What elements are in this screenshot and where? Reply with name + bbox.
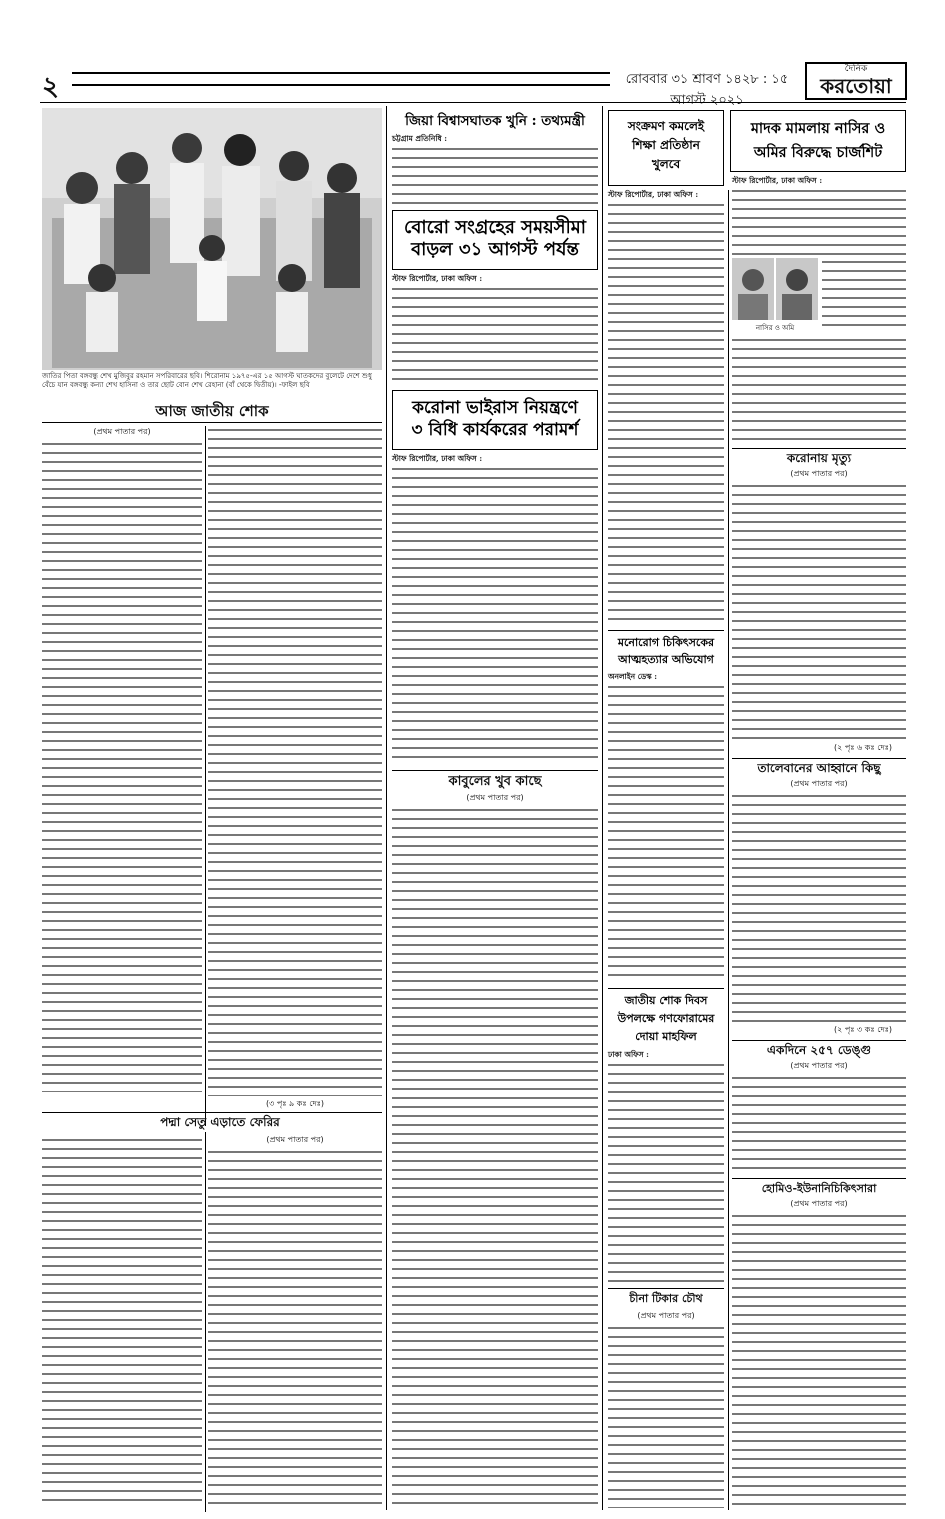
family-photo	[42, 108, 382, 370]
omi-photo	[776, 258, 818, 320]
kabul-continued-label: (প্রথম পাতার পর)	[466, 793, 524, 802]
boro-title-line2: বাড়ল ৩১ আগস্ট পর্যন্ত	[411, 239, 579, 260]
homeo-continued-label: (প্রথম পাতার পর)	[790, 1199, 848, 1208]
photo-caption: জাতির পিতা বঙ্গবন্ধু শেখ মুজিবুর রহমান সপরিবারের ছবি। শিরোনাম ১৯৭৫-এর ১৫ আগস্ট ঘাতকদের বুলেটে দেশে শুধু বেঁচে যান বঙ্গবন্ধু কন্যা শেখ হাসিনা ও তার ছোট বোন শেখ রেহানা (বাঁ থেকে দ্বিতীয়)। -ফাইল ছবি	[42, 372, 372, 389]
homeo-title: হোমিও-ইউনানিচিকিৎসারা	[761, 1182, 877, 1195]
corona-title-box	[392, 390, 598, 450]
boro-title-box	[392, 210, 598, 270]
kabul-body	[392, 806, 598, 1508]
header-rule	[72, 72, 610, 86]
madok-title-line1: মাদক মামলায় নাসির ও	[750, 120, 886, 137]
section-rule	[608, 1288, 724, 1289]
zia-body	[392, 145, 598, 205]
dengue-body	[732, 1074, 906, 1174]
person-icon	[776, 258, 818, 320]
aj-shok-body-left	[42, 440, 202, 1092]
aj-shok-jump-label: (৩ পৃঃ ৯ কঃ দেঃ)	[265, 1099, 325, 1108]
homeo-body	[732, 1212, 906, 1508]
china-tika-body	[608, 1324, 724, 1508]
section-rule	[732, 1040, 906, 1041]
monorog-title-line2: আত্মহত্যার অভিযোগ	[618, 653, 714, 666]
china-tika-title: চীনা টিকার চৌথ	[629, 1292, 703, 1305]
songkromon-byline: স্টাফ রিপোর্টার, ঢাকা অফিস :	[608, 190, 699, 199]
section-rule	[732, 1178, 906, 1179]
column-divider	[728, 190, 729, 1510]
corona-mrityu-title: করোনায় মৃত্যু	[786, 451, 852, 465]
padma-setu-title: পদ্মা সেতু এড়াতে ফেরির	[160, 1115, 280, 1129]
monorog-title-line1: মনোরোগ চিকিৎসকের	[617, 636, 715, 649]
logo-small-text: দৈনিক	[844, 64, 868, 74]
newspaper-logo	[805, 62, 907, 100]
madok-body-bottom	[732, 336, 906, 444]
corona-title-line1: করোনা ভাইরাস নিয়ন্ত্রণে	[412, 398, 578, 418]
madok-title-box	[730, 110, 906, 172]
shok-dibos-title-line3: দোয়া মাহফিল	[635, 1030, 697, 1043]
padma-continued-label: (প্রথম পাতার পর)	[266, 1135, 324, 1144]
corona-mrityu-continued-label: (প্রথম পাতার পর)	[790, 469, 848, 478]
madok-body-side	[822, 258, 906, 332]
column-divider	[602, 106, 603, 1510]
boro-body	[392, 285, 598, 385]
songkromon-title-line2: শিক্ষা প্রতিষ্ঠান	[632, 138, 700, 152]
corona-body	[392, 465, 598, 765]
songkromon-title-box	[608, 110, 724, 186]
shok-dibos-body	[608, 1061, 724, 1283]
section-rule	[42, 1112, 382, 1113]
songkromon-title-line3: খুলবে	[651, 157, 681, 171]
corona-mrityu-body	[732, 482, 906, 740]
monorog-byline: অনলাইন ডেস্ক :	[608, 672, 658, 681]
corona-mrityu-jump-label: (২ পৃঃ ৬ কঃ দেঃ)	[833, 743, 893, 752]
dengue-continued-label: (প্রথম পাতার পর)	[790, 1061, 848, 1070]
madok-body-top	[732, 187, 906, 255]
shok-dibos-title-line1: জাতীয় শোক দিবস	[624, 994, 708, 1007]
monorog-body	[608, 683, 724, 983]
page-number: ২	[42, 72, 59, 102]
shok-dibos-title	[608, 992, 724, 1048]
section-rule	[732, 758, 906, 759]
column-divider	[205, 426, 206, 1126]
songkromon-title-line1: সংক্রমণ কমলেই	[627, 119, 705, 133]
section-rule	[608, 988, 724, 989]
china-tika-continued-label: (প্রথম পাতার পর)	[637, 1311, 695, 1320]
masthead-divider	[40, 102, 906, 103]
boro-title-line1: বোরো সংগ্রহের সময়সীমা	[404, 217, 586, 238]
monorog-title	[608, 634, 724, 670]
section-rule	[732, 448, 906, 449]
family-photo-illustration	[42, 108, 382, 370]
madok-title-line2: অমির বিরুদ্ধে চার্জশিট	[753, 144, 883, 161]
column-divider	[205, 1132, 206, 1512]
talebaner-title: তালেবানের আহ্বানে কিছু	[757, 761, 881, 775]
dengue-title: একদিনে ২৫৭ ডেঙ্গু	[766, 1043, 872, 1057]
boro-byline: স্টাফ রিপোর্টার, ঢাকা অফিস :	[392, 274, 483, 283]
logo-big-text: করতোয়া	[820, 74, 892, 98]
section-rule	[608, 630, 724, 631]
section-rule	[392, 770, 598, 771]
padma-body-right	[208, 1148, 382, 1508]
talebaner-jump-label: (২ পৃঃ ৩ কঃ দেঃ)	[833, 1025, 893, 1034]
shok-dibos-title-line2: উপলক্ষে গণফোরামের	[617, 1012, 715, 1025]
shok-dibos-byline: ঢাকা অফিস :	[608, 1050, 649, 1059]
zia-byline: চট্টগ্রাম প্রতিনিধি :	[392, 134, 448, 143]
nasir-photo	[732, 258, 774, 320]
padma-body-left	[42, 1136, 202, 1508]
aj-shok-body-right	[208, 426, 382, 1096]
songkromon-body	[608, 201, 724, 625]
corona-byline: স্টাফ রিপোর্টার, ঢাকা অফিস :	[392, 454, 483, 463]
talebaner-body	[732, 792, 906, 1022]
madok-byline: স্টাফ রিপোর্টার, ঢাকা অফিস :	[732, 176, 823, 185]
zia-title: জিয়া বিশ্বাসঘাতক খুনি : তথ্যমন্ত্রী	[405, 113, 585, 129]
madok-photo-caption: নাসির ও অমি	[755, 324, 795, 332]
kabul-title: কাবুলের খুব কাছে	[448, 774, 542, 789]
aj-jatiyo-shok-title: আজ জাতীয় শোক	[155, 402, 269, 420]
header-date: রোববার ৩১ শ্রাবণ ১৪২৮ : ১৫ আগস্ট ২০২১	[625, 72, 789, 108]
talebaner-continued-label: (প্রথম পাতার পর)	[790, 779, 848, 788]
aj-shok-continued-label: (প্রথম পাতার পর)	[93, 427, 151, 436]
column-divider	[386, 106, 387, 1510]
person-icon	[732, 258, 774, 320]
corona-title-line2: ৩ বিধি কার্যকরের পরামর্শ	[411, 420, 579, 440]
section-rule	[42, 422, 382, 423]
